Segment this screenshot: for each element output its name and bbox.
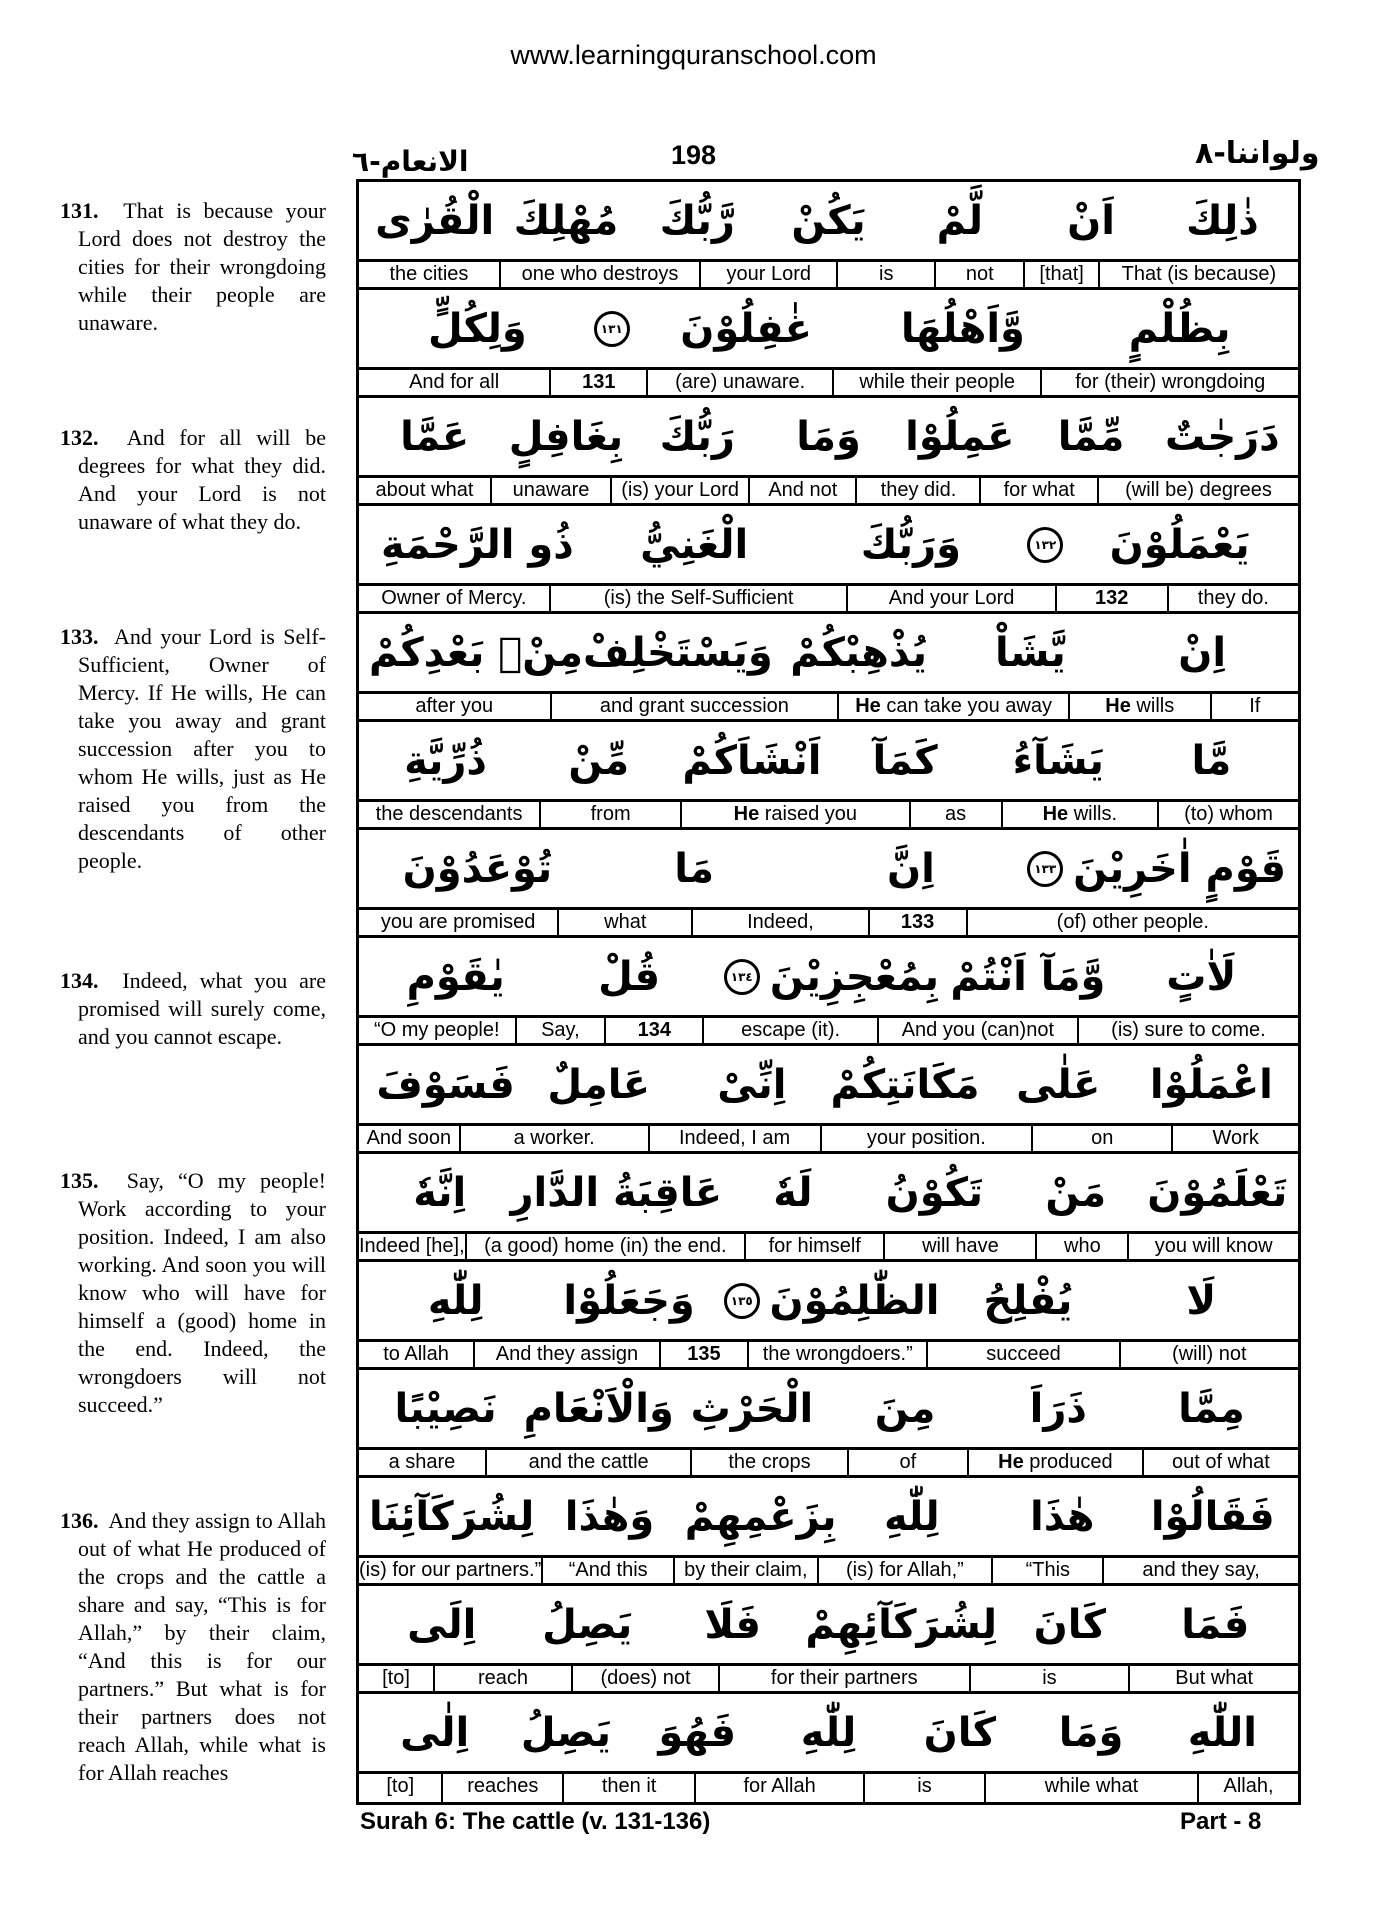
translation-cell: for what <box>979 478 1097 503</box>
translation-cell: succeed <box>926 1342 1118 1367</box>
verse-number: 134. <box>60 968 99 993</box>
translation-cell: by their claim, <box>673 1558 816 1583</box>
arabic-word: مُهْلِكَ <box>513 197 619 244</box>
verse-text: That is because your Lord does not destroy the cities for their wrongdoing while their people are unaware. <box>78 198 327 335</box>
side-translation-136 <box>60 1507 326 1787</box>
arabic-row <box>359 722 1298 802</box>
arabic-word: اعْمَلُوْا <box>1149 1061 1273 1108</box>
translation-row <box>359 1018 1298 1046</box>
translation-row <box>359 1342 1298 1370</box>
arabic-word: عَمِلُوْا <box>905 413 1015 460</box>
translation-cell: you are promised <box>380 911 536 933</box>
translation-cell: [to] <box>386 1775 415 1797</box>
translation-cell: is <box>969 1666 1129 1691</box>
arabic-word: لِشُرَكَآئِهِمْ <box>805 1601 998 1648</box>
arabic-word: مَكَانَتِكُمْ <box>830 1061 980 1108</box>
translation-cell: reaches <box>441 1774 562 1802</box>
translation-cell: Indeed, <box>691 910 867 935</box>
translation-cell: “And this <box>541 1558 673 1583</box>
arabic-word: رَبُّكَ <box>659 413 735 460</box>
translation-cell: (to) whom <box>1157 802 1298 827</box>
translation-row <box>359 1558 1298 1586</box>
translation-cell: (is) the Self-Sufficient <box>549 586 847 611</box>
translation-cell: [to] <box>382 1667 410 1689</box>
arabic-word: اِلَى <box>407 1601 477 1648</box>
arabic-word: يَشَآءُ <box>1012 737 1104 784</box>
translation-cell: what <box>557 910 691 935</box>
arabic-word: فَهُوَ <box>658 1709 737 1756</box>
arabic-word: لَهٗ <box>773 1169 813 1216</box>
translation-cell <box>837 694 1068 719</box>
arabic-word: تُوْعَدُوْنَ <box>402 845 553 892</box>
translation-rest: produced <box>1023 1451 1113 1473</box>
translation-cell: is <box>863 1774 984 1802</box>
verse-end-marker <box>1019 527 1071 563</box>
translation-row <box>359 1666 1298 1694</box>
emphasis-he: He <box>733 803 760 825</box>
arabic-word: مِمَّا <box>1178 1385 1245 1432</box>
verse-number-circle-icon: ١٣٢ <box>1027 527 1063 563</box>
arabic-row <box>359 182 1298 262</box>
translation-cell: Owner of Mercy. <box>381 587 527 609</box>
translation-cell: And they assign <box>473 1342 659 1367</box>
arabic-word: يُذْهِبْكُمْ <box>790 629 928 676</box>
arabic-word: ذُو الرَّحْمَةِ <box>380 521 574 568</box>
arabic-row <box>359 1370 1298 1450</box>
translation-cell: Say, <box>515 1018 605 1043</box>
arabic-word: لَّمْ <box>936 197 983 244</box>
arabic-word: اَنْشَاَكُمْ <box>682 737 822 784</box>
verse-number-circle-icon: ١٣٤ <box>724 959 760 995</box>
translation-cell: And soon <box>366 1127 452 1149</box>
arabic-word: بِمُعْجِزِيْنَ <box>769 953 940 1000</box>
translation-row <box>359 910 1298 938</box>
arabic-word: عَامِلٌ <box>547 1061 651 1108</box>
arabic-row <box>359 1262 1298 1342</box>
arabic-word: يَصِلُ <box>520 1709 612 1756</box>
arabic-word: تَعْلَمُوْنَ <box>1147 1169 1288 1216</box>
translation-cell: and the cattle <box>485 1450 691 1475</box>
verse-number-circle-icon: ١٣٥ <box>724 1283 760 1319</box>
arabic-word: وَيَسْتَخْلِفْ <box>583 629 773 676</box>
verse-number-cell: 131 <box>549 370 646 395</box>
translation-cell: a share <box>388 1451 456 1473</box>
translation-cell: for their partners <box>718 1666 969 1691</box>
arabic-word: مِّمَّا <box>1057 413 1125 460</box>
verse-text: Indeed, what you are promised will surely come, and you cannot escape. <box>78 968 326 1049</box>
verse-text: Say, “O my people! Work according to your position. Indeed, I am also working. And soon you will know who will have for himself a (good) home in the end. Indeed, the wrongdoers will not succeed.” <box>78 1168 326 1417</box>
emphasis-he: He <box>1042 803 1069 825</box>
arabic-word: يَكُنْ <box>791 197 866 244</box>
translation-cell: for Allah <box>694 1774 863 1802</box>
arabic-word: نَصِيْبًا <box>394 1385 497 1432</box>
verse-number: 133. <box>60 624 99 649</box>
verse-end-marker <box>716 959 768 995</box>
translation-cell: after you <box>415 695 494 717</box>
arabic-word: الظّٰلِمُوْنَ <box>769 1277 940 1324</box>
arabic-word: لِشُرَكَآئِنَا <box>368 1493 535 1540</box>
translation-cell: (is) for our partners.” <box>359 1559 542 1581</box>
arabic-word: ذُرِّيَّةِ <box>404 737 487 784</box>
arabic-word: وَرَبُّكَ <box>860 521 961 568</box>
translation-cell: for himself <box>744 1234 883 1259</box>
arabic-word: كَانَ <box>1033 1601 1106 1648</box>
translation-cell: then it <box>562 1774 694 1802</box>
translation-cell: unaware <box>490 478 610 503</box>
arabic-word: دَرَجٰتٌ <box>1164 413 1280 460</box>
arabic-word: اِنِّىْ <box>717 1061 787 1108</box>
verse-number-cell: 133 <box>868 910 966 935</box>
translation-row <box>359 1450 1298 1478</box>
translation-row <box>359 586 1298 614</box>
translation-cell: not <box>934 262 1023 287</box>
translation-cell: while what <box>984 1774 1197 1802</box>
arabic-word: يٰقَوْمِ <box>406 953 505 1000</box>
arabic-row <box>359 1694 1298 1774</box>
arabic-word: مَا <box>674 845 715 892</box>
verse-number-cell: 132 <box>1055 586 1167 611</box>
translation-cell: your position. <box>820 1126 1032 1151</box>
translation-cell: (are) unaware. <box>646 370 831 395</box>
arabic-word: اللّٰهِ <box>1187 1709 1258 1756</box>
translation-cell: from <box>539 802 680 827</box>
translation-cell: of <box>847 1450 967 1475</box>
translation-row <box>359 1774 1298 1802</box>
arabic-word: بِزَعْمِهِمْ <box>684 1493 837 1540</box>
emphasis-he: He <box>1105 695 1131 717</box>
translation-cell: will have <box>883 1234 1035 1259</box>
verse-end-marker <box>1019 851 1071 887</box>
arabic-row <box>359 398 1298 478</box>
translation-cell: your Lord <box>699 262 836 287</box>
verse-number: 131. <box>60 198 99 223</box>
translation-cell: out of what <box>1142 1450 1298 1475</box>
translation-cell: And your Lord <box>846 586 1054 611</box>
translation-cell: “O my people! <box>373 1019 500 1041</box>
arabic-word: عَمَّا <box>400 413 470 460</box>
translation-cell: That (is because) <box>1098 262 1298 287</box>
translation-cell: the cities <box>389 263 469 285</box>
arabic-word: الْغَنِيُّ <box>640 521 749 568</box>
side-translation-132 <box>60 424 326 536</box>
translation-cell: If <box>1210 694 1298 719</box>
footer-surah-title: Surah 6: The cattle (v. 131-136) <box>360 1808 711 1835</box>
translation-row <box>359 1126 1298 1154</box>
verse-number: 135. <box>60 1168 99 1193</box>
side-translation-134 <box>60 967 326 1051</box>
arabic-row <box>359 1478 1298 1558</box>
verse-end-marker <box>586 311 638 347</box>
arabic-word: لَاٰتٍ <box>1166 953 1237 1000</box>
arabic-word: وَّاَهْلُهَا <box>900 305 1025 352</box>
arabic-word: يَعْمَلُوْنَ <box>1109 521 1250 568</box>
translation-cell: they do. <box>1167 586 1298 611</box>
word-by-word-table <box>356 179 1301 1805</box>
footer-part: Part - 8 <box>1180 1808 1262 1835</box>
translation-cell: (does) not <box>571 1666 718 1691</box>
arabic-word: وَلِكُلٍّ <box>427 305 527 352</box>
translation-cell: and they say, <box>1102 1558 1298 1583</box>
website-url: www.learningquranschool.com <box>510 40 877 70</box>
verse-number: 132. <box>60 425 99 450</box>
translation-cell: is <box>836 262 934 287</box>
verse-number: 136. <box>60 1508 99 1533</box>
verse-number-circle-icon: ١٣١ <box>594 311 630 347</box>
arabic-word: اِنَّ <box>886 845 935 892</box>
arabic-word: بِظُلْمٍ <box>1128 305 1231 352</box>
arabic-word: ذٰلِكَ <box>1185 197 1259 244</box>
arabic-word: هٰذَا <box>1029 1493 1095 1540</box>
arabic-word: مَنْ <box>1045 1169 1107 1216</box>
arabic-word: يَّشَاْ <box>995 629 1066 676</box>
translation-cell: escape (it). <box>702 1018 877 1043</box>
arabic-word: الْحَرْثِ <box>690 1385 814 1432</box>
arabic-word: تَكُوْنُ <box>885 1169 984 1216</box>
arabic-word: اَنْ <box>1067 197 1115 244</box>
arabic-word: لِلّٰهِ <box>800 1709 857 1756</box>
arabic-row <box>359 1586 1298 1666</box>
translation-cell: to Allah <box>383 1343 449 1365</box>
arabic-word: وَّمَآ اَنْتُمْ <box>950 953 1106 1000</box>
translation-cell: (is) sure to come. <box>1077 1018 1298 1043</box>
translation-cell: Indeed, I am <box>648 1126 820 1151</box>
arabic-word: عَاقِبَةُ الدَّارِ <box>510 1169 723 1216</box>
translation-row <box>359 1234 1298 1262</box>
translation-row <box>359 478 1298 506</box>
translation-cell: And you (can)not <box>877 1018 1077 1043</box>
translation-cell: Work <box>1171 1126 1298 1151</box>
translation-cell: But what <box>1128 1666 1298 1691</box>
translation-cell: about what <box>375 479 474 501</box>
arabic-word: فَقَالُوْا <box>1150 1493 1275 1540</box>
translation-cell: the descendants <box>375 803 523 825</box>
translation-row <box>359 370 1298 398</box>
arabic-row <box>359 614 1298 694</box>
translation-cell: (a good) home (in) the end. <box>465 1234 744 1259</box>
arabic-row <box>359 830 1298 910</box>
translation-rest: can take you away <box>880 695 1052 717</box>
translation-row <box>359 262 1298 290</box>
translation-cell: for (their) wrongdoing <box>1040 370 1298 395</box>
side-translation-133 <box>60 623 326 875</box>
translation-cell: you will know <box>1127 1234 1298 1259</box>
translation-cell: who <box>1035 1234 1127 1259</box>
arabic-row <box>359 1154 1298 1234</box>
translation-cell <box>967 1450 1142 1475</box>
arabic-word: مِنْۢ بَعْدِكُمْ <box>369 629 584 676</box>
verse-end-marker <box>716 1283 768 1319</box>
arabic-word: وَالْاَنْعَامِ <box>523 1385 674 1432</box>
arabic-word: اِنْ <box>1178 629 1227 676</box>
arabic-word: لَا <box>1186 1277 1217 1324</box>
translation-cell: (of) other people. <box>966 910 1298 935</box>
arabic-word: قَوْمٍ اٰخَرِيْنَ <box>1073 845 1287 892</box>
arabic-row <box>359 506 1298 586</box>
translation-cell <box>1068 694 1210 719</box>
translation-cell: reach <box>433 1666 571 1691</box>
arabic-word: يُفْلِحُ <box>983 1277 1073 1324</box>
translation-cell: (is) your Lord <box>610 478 748 503</box>
arabic-word: لِلّٰهِ <box>427 1277 484 1324</box>
translation-cell: the wrongdoers.” <box>747 1342 926 1367</box>
arabic-word: غٰفِلُوْنَ <box>680 305 812 352</box>
arabic-word: مِّنْ <box>568 737 630 784</box>
arabic-word: وَهٰذَا <box>564 1493 655 1540</box>
translation-cell: one who destroys <box>499 262 699 287</box>
arabic-word: فَمَا <box>1181 1601 1250 1648</box>
arabic-word: لِلّٰهِ <box>883 1493 940 1540</box>
juz-label: ولواننا-٨ <box>1195 136 1320 171</box>
verse-text: And for all will be degrees for what they did. And your Lord is not unaware of what they do. <box>78 425 326 534</box>
translation-cell: And for all <box>409 371 500 393</box>
translation-cell: (will be) degrees <box>1097 478 1298 503</box>
translation-cell: a worker. <box>459 1126 648 1151</box>
verse-number-cell: 135 <box>659 1342 747 1367</box>
translation-cell <box>1001 802 1157 827</box>
verse-text: And your Lord is Self-Sufficient, Owner of Mercy. If He wills, He can take you away and grant succession after you to whom He wills, just as He raised you from the descendants of other people. <box>78 624 326 873</box>
arabic-word: ذَرَاَ <box>1029 1385 1087 1432</box>
translation-cell: Allah, <box>1197 1774 1298 1802</box>
verse-number-cell: 134 <box>604 1018 702 1043</box>
arabic-word: كَمَآ <box>872 737 938 784</box>
translation-cell: “This <box>991 1558 1102 1583</box>
arabic-word: قُلْ <box>598 953 661 1000</box>
translation-cell: Indeed [he], <box>359 1235 465 1257</box>
translation-cell: as <box>909 802 1001 827</box>
translation-cell <box>680 802 908 827</box>
translation-cell: (is) for Allah,” <box>817 1558 992 1583</box>
translation-cell: [that] <box>1023 262 1097 287</box>
arabic-word: يَصِلُ <box>542 1601 633 1648</box>
arabic-word: وَجَعَلُوْا <box>563 1277 695 1324</box>
arabic-row <box>359 938 1298 1018</box>
arabic-word: وَمَا <box>1058 1709 1124 1756</box>
arabic-word: عَلٰى <box>1016 1061 1101 1108</box>
translation-cell: And not <box>748 478 855 503</box>
translation-rest: wills <box>1130 695 1175 717</box>
arabic-word: مَّا <box>1191 737 1232 784</box>
translation-rest: raised you <box>759 803 858 825</box>
emphasis-he: He <box>998 1451 1024 1473</box>
translation-row <box>359 802 1298 830</box>
arabic-word: كَانَ <box>923 1709 996 1756</box>
arabic-row <box>359 290 1298 370</box>
translation-row <box>359 694 1298 722</box>
page-number: 198 <box>670 140 717 170</box>
arabic-word: فَلَا <box>704 1601 761 1648</box>
translation-cell: the crops <box>690 1450 846 1475</box>
translation-cell: and grant succession <box>550 694 838 719</box>
arabic-word: فَسَوْفَ <box>376 1061 515 1108</box>
side-translation-131 <box>60 197 326 337</box>
translation-cell: while their people <box>832 370 1041 395</box>
verse-number-circle-icon: ١٣٣ <box>1027 851 1063 887</box>
side-translation-135 <box>60 1167 326 1419</box>
arabic-word: بِغَافِلٍ <box>508 413 624 460</box>
surah-label: الانعام-٦ <box>352 145 469 178</box>
translation-cell: on <box>1031 1126 1171 1151</box>
arabic-word: وَمَا <box>796 413 861 460</box>
emphasis-he: He <box>855 695 881 717</box>
arabic-row <box>359 1046 1298 1126</box>
arabic-word: اِنَّهٗ <box>413 1169 467 1216</box>
arabic-word: الْقُرٰى <box>375 197 495 244</box>
translation-cell: (will) not <box>1119 1342 1298 1367</box>
arabic-word: رَّبُّكَ <box>659 197 735 244</box>
translation-cell: they did. <box>855 478 979 503</box>
verse-text: And they assign to Allah out of what He produced of the crops and the cattle a share and say, “This is for Allah,” by their claim, “And this is for our partners.” But what is for their partners does not reach Allah, while what is for Allah reaches <box>78 1508 326 1785</box>
arabic-word: اِلٰى <box>400 1709 470 1756</box>
translation-rest: wills. <box>1068 803 1118 825</box>
arabic-word: مِنَ <box>874 1385 936 1432</box>
